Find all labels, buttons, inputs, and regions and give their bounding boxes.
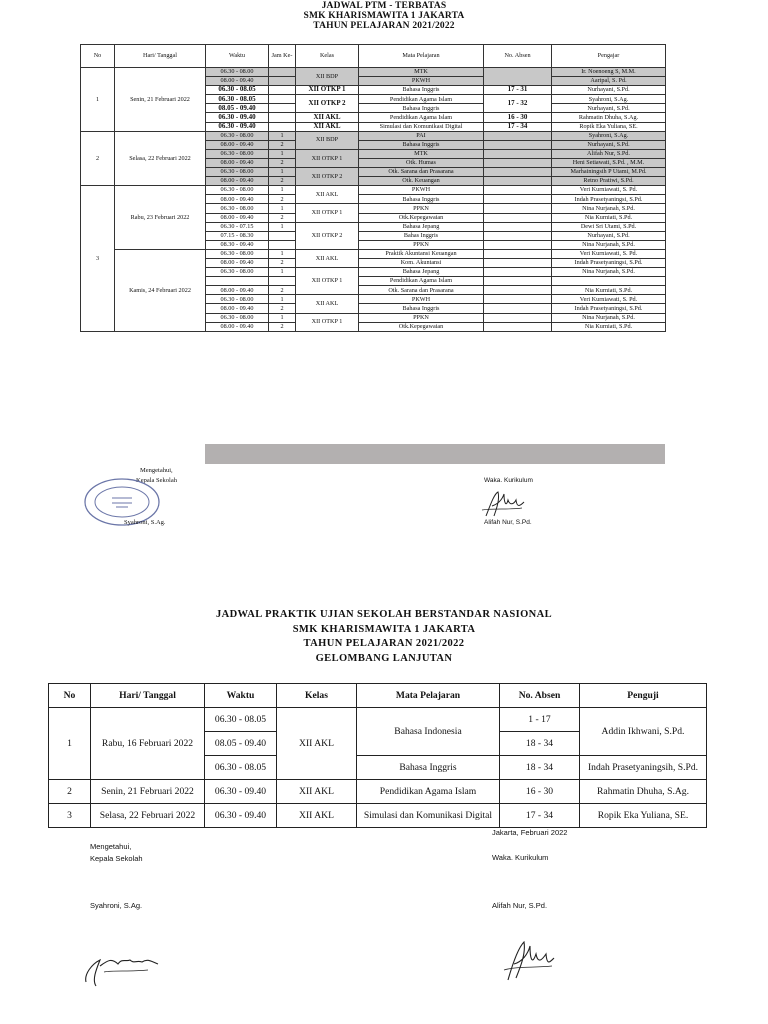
cell-waktu: 08.05 - 09.40	[206, 104, 269, 113]
cell-mapel: Bahasa Inggris	[357, 756, 500, 780]
cell-mapel: MTK	[359, 68, 484, 77]
cell-mapel: Otk. Humas	[359, 158, 484, 167]
cell-waktu: 06.30 - 09.40	[206, 113, 269, 122]
cell-kelas: XII OTKP 2	[296, 222, 359, 249]
ptm-title-line-1: JADWAL PTM - TERBATAS	[321, 1, 447, 11]
cell-jam	[269, 77, 296, 86]
cell-pengajar: Syahroni, S.Ag.	[552, 131, 666, 140]
cell-jam	[269, 231, 296, 240]
cell-mapel: Praktik Akuntansi Keuangan	[359, 249, 484, 258]
cell-pengajar: Retno Pratiwi, S.Pd.	[552, 177, 666, 186]
col-header-penguji: Penguji	[580, 684, 707, 708]
cell-jam: 2	[269, 258, 296, 267]
cell-mapel: Bahasa Inggris	[359, 86, 484, 95]
cell-jam: 2	[269, 158, 296, 167]
cell-mapel: Otk.Kepegawaian	[359, 322, 484, 331]
cell-pengajar: Aaripal, S. Pd.	[552, 77, 666, 86]
cell-waktu: 08.00 - 09.40	[206, 286, 269, 295]
cell-jam	[269, 240, 296, 249]
cell-no: 3	[81, 186, 115, 332]
ptm-title	[0, 1, 768, 31]
cell-mapel: PKWH	[359, 186, 484, 195]
cell-no: 1	[81, 68, 115, 132]
table-row	[81, 131, 666, 140]
cell-penguji: Addin Ikhwani, S.Pd.	[580, 708, 707, 756]
cell-no: 1	[49, 708, 91, 780]
cell-waktu: 08.00 - 09.40	[206, 177, 269, 186]
table-row	[49, 780, 707, 804]
cell-hari: Selasa, 22 Februari 2022	[115, 131, 206, 186]
col-header-waktu: Waktu	[206, 45, 269, 68]
signature-alifah-icon-2	[500, 936, 560, 986]
cell-waktu: 08.00 - 09.40	[206, 158, 269, 167]
cell-mapel: Pendidikan Agama Islam	[359, 113, 484, 122]
cell-absen: 1 - 17	[500, 708, 580, 732]
cell-waktu: 08.05 - 09.40	[205, 732, 277, 756]
table-header-row	[81, 45, 666, 68]
cell-mapel: PPKN	[359, 240, 484, 249]
cell-mapel: MTK	[359, 149, 484, 158]
cell-kelas: XII AKL	[296, 113, 359, 122]
cell-hari: Senin, 21 Februari 2022	[115, 68, 206, 132]
cell-waktu: 06.30 - 08.00	[206, 131, 269, 140]
left-signature-block-2	[90, 841, 143, 865]
cell-jam: 1	[269, 222, 296, 231]
cell-no: 3	[49, 804, 91, 828]
cell-pengajar: Ir. Noenoeng S, M.M.	[552, 68, 666, 77]
cell-jam: 1	[269, 131, 296, 140]
cell-absen	[484, 195, 552, 204]
cell-pengajar: Ropik Eka Yuliana, SE.	[552, 122, 666, 131]
left-role: Mengetahui,	[90, 842, 132, 851]
cell-penguji: Rahmatin Dhuha, S.Ag.	[580, 780, 707, 804]
cell-pengajar: Indah Prasetyaningsi, S.Pd.	[552, 258, 666, 267]
cell-jam: 1	[269, 186, 296, 195]
cell-jam: 1	[269, 149, 296, 158]
cell-kelas: XII BDP	[296, 131, 359, 149]
col-header-kelas: Kelas	[296, 45, 359, 68]
col-header-absen: No. Absen	[500, 684, 580, 708]
cell-absen: 18 - 34	[500, 732, 580, 756]
cell-jam	[269, 86, 296, 95]
cell-mapel: PKWH	[359, 77, 484, 86]
cell-mapel: Otk. Sarana dan Prasarana	[359, 168, 484, 177]
cell-mapel: Bahasa Inggris	[359, 304, 484, 313]
table-row	[49, 804, 707, 828]
ujian-title	[0, 608, 768, 666]
cell-waktu: 08.00 - 09.40	[206, 304, 269, 313]
cell-pengajar: Nia Kurniati, S.Pd.	[552, 286, 666, 295]
cell-absen: 17 - 32	[484, 95, 552, 113]
cell-absen: 17 - 34	[484, 122, 552, 131]
cell-waktu: 07.15 - 08.30	[206, 231, 269, 240]
cell-kelas: XII BDP	[296, 68, 359, 86]
cell-kelas: XII AKL	[296, 295, 359, 313]
table-row	[81, 249, 666, 258]
cell-mapel: Bahasa Jepang	[359, 268, 484, 277]
cell-waktu: 06.30 - 08.05	[206, 95, 269, 104]
place-date: Jakarta, Februari 2022	[492, 828, 568, 837]
cell-penguji: Indah Prasetyaningsih, S.Pd.	[580, 756, 707, 780]
cell-pengajar: Veri Kurniawati, S. Pd.	[552, 295, 666, 304]
cell-mapel: Bahasa Indonesia	[357, 708, 500, 756]
cell-mapel: PPKN	[359, 204, 484, 213]
cell-pengajar: Nina Nurjanah, S.Pd.	[552, 268, 666, 277]
cell-waktu: 06.30 - 08.00	[206, 149, 269, 158]
cell-absen	[484, 258, 552, 267]
signature-syahroni-icon	[78, 944, 168, 990]
ujian-title-line-4: GELOMBANG LANJUTAN	[315, 652, 453, 664]
ptm-title-line-3: TAHUN PELAJARAN 2021/2022	[313, 21, 455, 31]
cell-kelas: XII AKL	[277, 780, 357, 804]
cell-mapel: PPKN	[359, 313, 484, 322]
cell-kelas: XII AKL	[277, 708, 357, 780]
cell-absen	[484, 158, 552, 167]
cell-waktu: 08.00 - 09.40	[206, 140, 269, 149]
cell-absen	[484, 213, 552, 222]
cell-absen: 17 - 34	[500, 804, 580, 828]
cell-absen	[484, 168, 552, 177]
cell-absen	[484, 149, 552, 158]
cell-pengajar: Indah Prasetyaningsi, S.Pd.	[552, 304, 666, 313]
cell-mapel: Otk.Kepegawaian	[359, 213, 484, 222]
cell-pengajar: Alifah Nur, S.Pd.	[552, 149, 666, 158]
cell-pengajar: Veri Kurniawati, S. Pd.	[552, 249, 666, 258]
cell-jam: 2	[269, 140, 296, 149]
cell-absen	[484, 322, 552, 331]
cell-absen	[484, 304, 552, 313]
col-header-kelas: Kelas	[277, 684, 357, 708]
cell-kelas: XII OTKP 2	[296, 168, 359, 186]
col-header-absen: No. Absen	[484, 45, 552, 68]
cell-kelas: XII OTKP 1	[296, 313, 359, 331]
cell-mapel: PAI	[359, 131, 484, 140]
cell-pengajar: Rahmatin Dhuha, S.Ag.	[552, 113, 666, 122]
cell-absen: 16 - 30	[484, 113, 552, 122]
table-header-row	[49, 684, 707, 708]
cell-penguji: Ropik Eka Yuliana, SE.	[580, 804, 707, 828]
cell-waktu: 06.30 - 09.40	[206, 122, 269, 131]
cell-absen: 18 - 34	[500, 756, 580, 780]
cell-absen	[484, 131, 552, 140]
cell-pengajar: Nina Nurjanah, S.Pd.	[552, 313, 666, 322]
cell-waktu: 06.30 - 08.00	[206, 249, 269, 258]
cell-absen	[484, 204, 552, 213]
col-header-no: No	[49, 684, 91, 708]
cell-hari: Kamis, 24 Februari 2022	[115, 249, 206, 331]
cell-waktu: 06.30 - 07.15	[206, 222, 269, 231]
cell-pengajar: Nurhayani, S.Pd.	[552, 231, 666, 240]
cell-pengajar: Veri Kurniawati, S. Pd.	[552, 186, 666, 195]
cell-absen	[484, 277, 552, 286]
cell-waktu: 06.30 - 08.05	[205, 756, 277, 780]
cell-waktu: 06.30 - 08.05	[205, 708, 277, 732]
cell-mapel: Bahas Inggris	[359, 231, 484, 240]
right-title: Waka. Kurikulum	[484, 477, 533, 484]
cell-waktu: 06.30 - 08.00	[206, 204, 269, 213]
right-title: Waka. Kurikulum	[492, 853, 549, 862]
cell-waktu	[206, 277, 269, 286]
cell-jam: 2	[269, 213, 296, 222]
cell-kelas: XII OTKP 1	[296, 149, 359, 167]
cell-jam	[269, 95, 296, 104]
cell-kelas: XII OTKP 1	[296, 86, 359, 95]
col-header-hari: Hari/ Tanggal	[91, 684, 205, 708]
cell-pengajar: Nurhayani, S.Pd.	[552, 86, 666, 95]
cell-pengajar: Dewi Sri Utami, S.Pd.	[552, 222, 666, 231]
cell-mapel: Bahasa Jepang	[359, 222, 484, 231]
ptm-schedule-table	[80, 44, 666, 332]
col-header-no: No	[81, 45, 115, 68]
cell-pengajar: Heni Setiawati, S.Pd. , M.M.	[552, 158, 666, 167]
ptm-title-line-2: SMK KHARISMAWITA 1 JAKARTA	[303, 11, 465, 21]
cell-jam	[269, 104, 296, 113]
cell-absen	[484, 222, 552, 231]
cell-jam: 2	[269, 286, 296, 295]
cell-mapel: Pendidikan Agama Islam	[359, 95, 484, 104]
cell-pengajar: Nurhayani, S.Pd.	[552, 140, 666, 149]
cell-hari: Senin, 21 Februari 2022	[91, 780, 205, 804]
cell-waktu: 08.00 - 09.40	[206, 77, 269, 86]
cell-waktu: 08.00 - 09.40	[206, 258, 269, 267]
cell-absen	[484, 295, 552, 304]
cell-waktu: 08.00 - 09.40	[206, 195, 269, 204]
cell-jam	[269, 68, 296, 77]
cell-mapel: Pendidikan Agama Islam	[357, 780, 500, 804]
cell-hari: Rabu, 16 Februari 2022	[91, 708, 205, 780]
table-row	[81, 68, 666, 77]
cell-pengajar: Nia Kurniati, S.Pd.	[552, 213, 666, 222]
cell-mapel: Bahasa Inggris	[359, 195, 484, 204]
cell-waktu: 06.30 - 08.05	[206, 86, 269, 95]
cell-waktu: 06.30 - 08.00	[206, 313, 269, 322]
right-name: Alifah Nur, S.Pd.	[492, 901, 548, 910]
cell-no: 2	[81, 131, 115, 186]
ujian-schedule-table	[48, 683, 707, 828]
cell-absen	[484, 313, 552, 322]
cell-waktu: 06.30 - 08.00	[206, 68, 269, 77]
cell-absen	[484, 240, 552, 249]
cell-kelas: XII AKL	[296, 186, 359, 204]
cell-waktu: 06.30 - 08.00	[206, 268, 269, 277]
cell-absen	[484, 231, 552, 240]
cell-jam: 1	[269, 313, 296, 322]
left-name: Syahroni, S.Ag.	[124, 519, 166, 526]
cell-jam: 1	[269, 295, 296, 304]
left-title: Kepala Sekolah	[136, 477, 177, 484]
cell-jam: 1	[269, 268, 296, 277]
col-header-mapel: Mata Pelajaran	[359, 45, 484, 68]
col-header-mapel: Mata Pelajaran	[357, 684, 500, 708]
cell-waktu: 08.30 - 09.40	[206, 240, 269, 249]
cell-no: 2	[49, 780, 91, 804]
col-header-pengajar: Pengajar	[552, 45, 666, 68]
cell-mapel: Otk. Sarana dan Prasarana	[359, 286, 484, 295]
cell-jam: 2	[269, 177, 296, 186]
cell-pengajar	[552, 277, 666, 286]
cell-kelas: XII OTKP 1	[296, 204, 359, 222]
cell-absen	[484, 249, 552, 258]
cell-kelas: XII OTKP 2	[296, 95, 359, 113]
cell-absen	[484, 268, 552, 277]
cell-jam: 1	[269, 249, 296, 258]
left-name: Syahroni, S.Ag.	[90, 901, 143, 910]
cell-absen: 17 - 31	[484, 86, 552, 95]
cell-pengajar: Marhainingsih P Utami, M.Pd.	[552, 168, 666, 177]
ujian-title-line-3: TAHUN PELAJARAN 2021/2022	[303, 638, 465, 649]
cell-kelas: XII AKL	[296, 249, 359, 267]
cell-absen	[484, 186, 552, 195]
cell-pengajar: Syahroni, S.Ag.	[552, 95, 666, 104]
cell-mapel: PKWH	[359, 295, 484, 304]
cell-jam: 2	[269, 304, 296, 313]
cell-jam: 1	[269, 204, 296, 213]
cell-mapel: Pendidikan Agama Islam	[359, 277, 484, 286]
col-header-waktu: Waktu	[205, 684, 277, 708]
cell-jam: 1	[269, 168, 296, 177]
left-role: Mengetahui,	[140, 467, 173, 474]
cell-pengajar: Nina Nurjanah, S.Pd.	[552, 240, 666, 249]
cell-jam: 2	[269, 195, 296, 204]
cell-absen: 16 - 30	[500, 780, 580, 804]
cell-waktu: 06.30 - 08.00	[206, 295, 269, 304]
col-header-jam: Jam Ke-	[269, 45, 296, 68]
cell-jam	[269, 122, 296, 131]
cell-jam	[269, 113, 296, 122]
cell-mapel: Bahasa Inggris	[359, 104, 484, 113]
cell-absen	[484, 140, 552, 149]
cell-kelas: XII AKL	[296, 122, 359, 131]
cell-jam: 2	[269, 322, 296, 331]
cell-pengajar: Nurhayani, S.Pd.	[552, 104, 666, 113]
cell-waktu: 06.30 - 08.00	[206, 168, 269, 177]
cell-jam	[269, 277, 296, 286]
cell-mapel: Otk. Keuangan	[359, 177, 484, 186]
cell-absen	[484, 68, 552, 86]
cell-mapel: Kom. Akuntansi	[359, 258, 484, 267]
cell-waktu: 06.30 - 08.00	[206, 186, 269, 195]
cell-kelas: XII AKL	[277, 804, 357, 828]
right-name: Alifah Nur, S.Pd.	[484, 519, 532, 526]
cell-pengajar: Nina Nurjanah, S.Pd.	[552, 204, 666, 213]
cell-hari: Rabu, 23 Februari 2022	[115, 186, 206, 250]
left-title: Kepala Sekolah	[90, 854, 143, 863]
col-header-hari: Hari/ Tanggal	[115, 45, 206, 68]
cell-absen	[484, 177, 552, 186]
table-row	[81, 186, 666, 195]
grey-bar	[205, 444, 665, 464]
cell-mapel: Bahasa Inggris	[359, 140, 484, 149]
ujian-title-line-1: JADWAL PRAKTIK UJIAN SEKOLAH BERSTANDAR NASIONAL	[215, 609, 553, 620]
cell-waktu: 06.30 - 09.40	[205, 780, 277, 804]
ujian-title-line-2: SMK KHARISMAWITA 1 JAKARTA	[292, 623, 476, 635]
signature-alifah-icon	[480, 488, 530, 520]
cell-absen	[484, 286, 552, 295]
cell-waktu: 08.00 - 09.40	[206, 213, 269, 222]
cell-waktu: 08.00 - 09.40	[206, 322, 269, 331]
table-row	[49, 708, 707, 732]
cell-hari: Selasa, 22 Februari 2022	[91, 804, 205, 828]
cell-mapel: Simulasi dan Komunikasi Digital	[357, 804, 500, 828]
cell-pengajar: Indah Prasetyaningsi, S.Pd.	[552, 195, 666, 204]
cell-waktu: 06.30 - 09.40	[205, 804, 277, 828]
cell-kelas: XII OTKP 1	[296, 268, 359, 295]
cell-pengajar: Nia Kurniati, S.Pd.	[552, 322, 666, 331]
cell-mapel: Simulasi dan Komunikasi Digital	[359, 122, 484, 131]
